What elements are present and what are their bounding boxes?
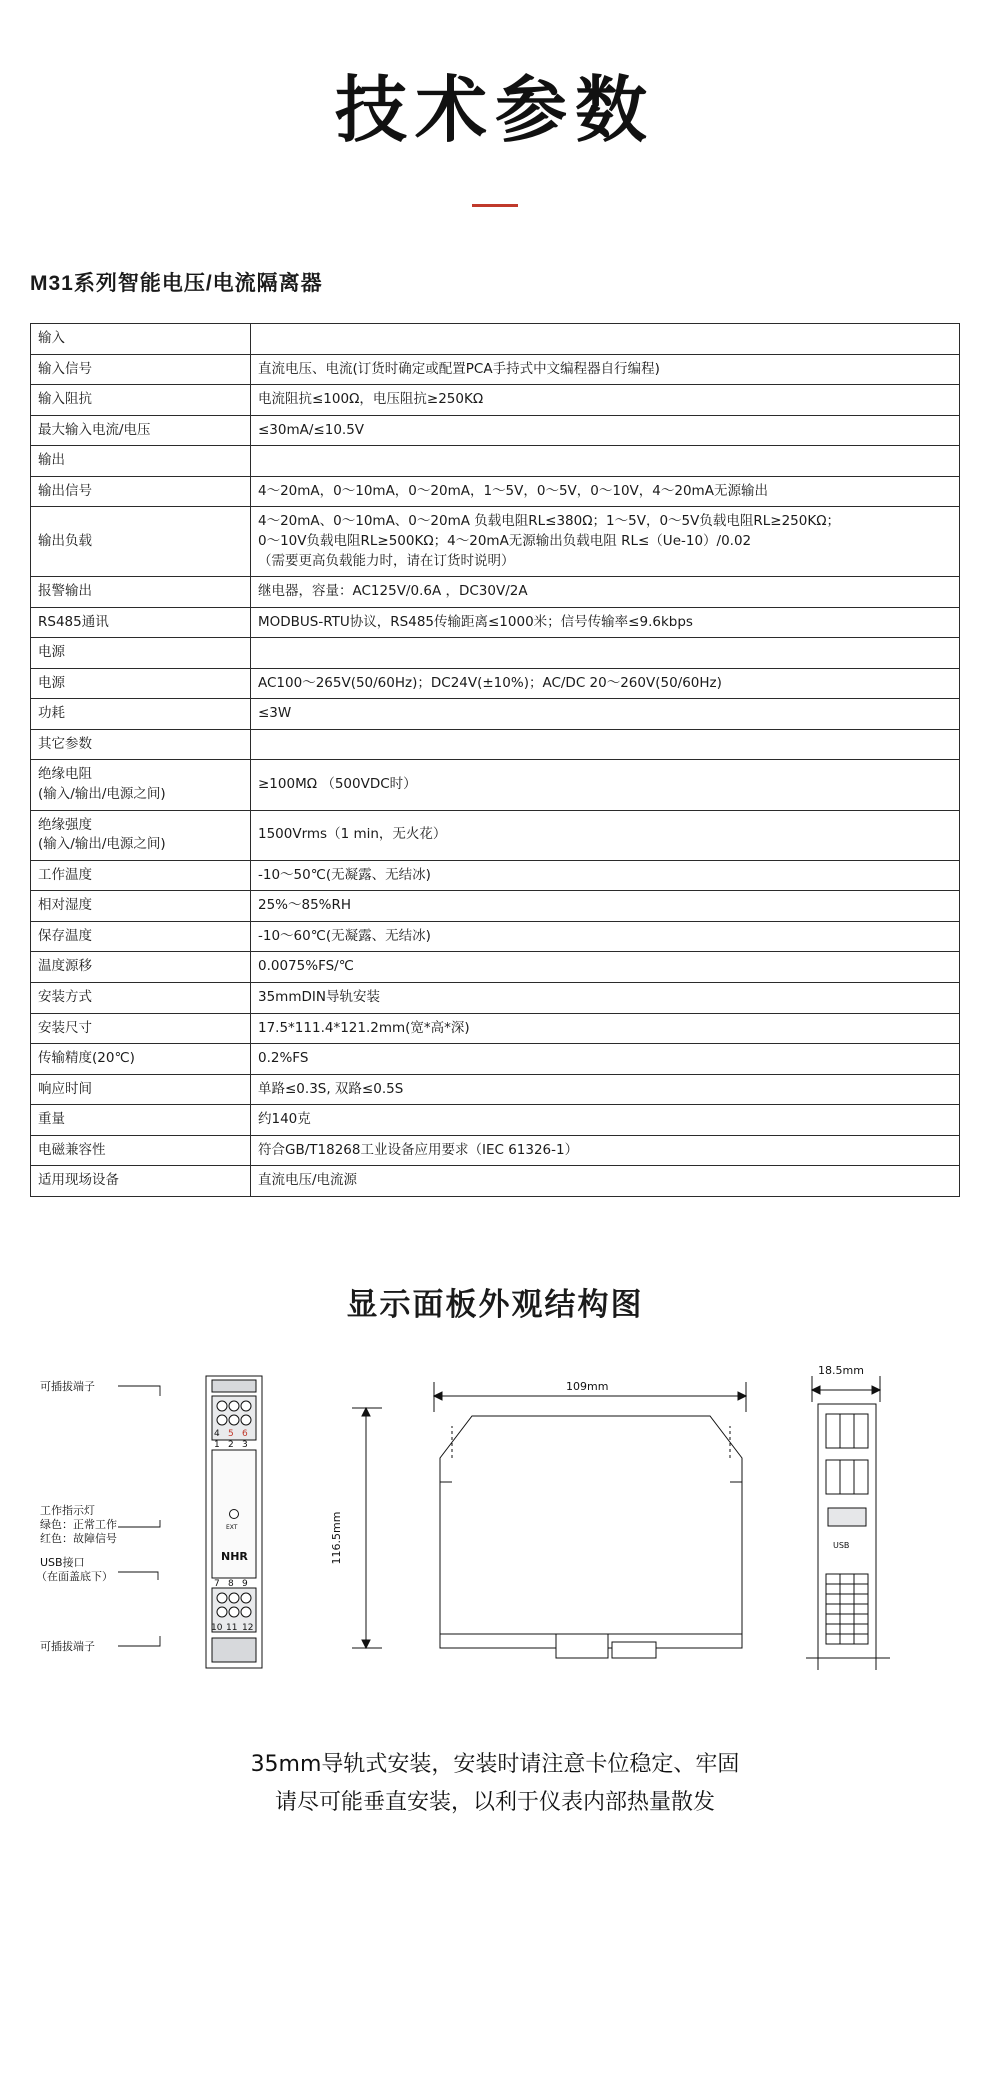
spec-label-cell: 绝缘电阻 (输入/输出/电源之间) bbox=[31, 760, 251, 810]
table-row bbox=[31, 982, 960, 1013]
table-row bbox=[31, 729, 960, 760]
table-row bbox=[31, 668, 960, 699]
spec-label-cell: 输出信号 bbox=[31, 476, 251, 507]
spec-value-cell: ≤30mA/≤10.5V bbox=[251, 415, 960, 446]
installation-note-line2: 请尽可能垂直安装，以利于仪表内部热量散发 bbox=[274, 1790, 715, 1816]
spec-value-cell bbox=[251, 446, 960, 477]
title-divider bbox=[472, 204, 518, 207]
spec-label-cell: 输入 bbox=[31, 324, 251, 355]
dimension-height: 116.5mm bbox=[330, 1511, 343, 1565]
spec-label-cell: 输入阻抗 bbox=[31, 385, 251, 416]
spec-value-cell: 0.2%FS bbox=[251, 1044, 960, 1075]
dimension-width: 109mm bbox=[566, 1379, 609, 1393]
spec-label-cell: 绝缘强度 (输入/输出/电源之间) bbox=[31, 810, 251, 860]
spec-label-cell: 相对湿度 bbox=[31, 891, 251, 922]
table-row bbox=[31, 810, 960, 860]
spec-value-cell: 25%～85%RH bbox=[251, 891, 960, 922]
spec-value-cell: 35mmDIN导轨安装 bbox=[251, 982, 960, 1013]
spec-label-cell: 电源 bbox=[31, 668, 251, 699]
table-row bbox=[31, 607, 960, 638]
terminal-number-9: 9 bbox=[242, 1578, 248, 1589]
spec-label-cell: 输入信号 bbox=[31, 354, 251, 385]
table-row bbox=[31, 354, 960, 385]
table-row bbox=[31, 1013, 960, 1044]
table-row bbox=[31, 891, 960, 922]
panel-section-heading: 显示面板外观结构图 bbox=[346, 1286, 644, 1323]
terminal-number-6: 6 bbox=[242, 1428, 248, 1439]
table-row bbox=[31, 1105, 960, 1136]
spec-label-cell: 重量 bbox=[31, 1105, 251, 1136]
terminal-number-12: 12 bbox=[242, 1622, 254, 1633]
table-row bbox=[31, 476, 960, 507]
spec-label-cell: 安装方式 bbox=[31, 982, 251, 1013]
spec-label-cell: 传输精度(20℃) bbox=[31, 1044, 251, 1075]
spec-label-cell: 适用现场设备 bbox=[31, 1166, 251, 1197]
spec-value-cell: 1500Vrms（1 min，无火花） bbox=[251, 810, 960, 860]
table-row bbox=[31, 952, 960, 983]
table-row bbox=[31, 1074, 960, 1105]
usb-port-label: USB bbox=[833, 1540, 850, 1550]
table-row bbox=[31, 638, 960, 669]
callout-usb-line2: （在面盖底下） bbox=[36, 1569, 113, 1583]
product-name: M31系列智能电压/电流隔离器 bbox=[30, 272, 323, 295]
callout-usb-line1: USB接口 bbox=[40, 1555, 85, 1569]
terminal-number-8: 8 bbox=[228, 1578, 234, 1589]
callout-top-terminal: 可插拔端子 bbox=[40, 1379, 95, 1393]
spec-value-cell: MODBUS-RTU协议，RS485传输距离≤1000米；信号传输率≤9.6kbps bbox=[251, 607, 960, 638]
table-row bbox=[31, 760, 960, 810]
spec-value-cell: 单路≤0.3S, 双路≤0.5S bbox=[251, 1074, 960, 1105]
spec-value-cell: ≤3W bbox=[251, 699, 960, 730]
installation-notes bbox=[0, 1746, 990, 1869]
spec-label-cell: 响应时间 bbox=[31, 1074, 251, 1105]
panel-structure-diagram bbox=[0, 1362, 990, 1692]
table-row bbox=[31, 415, 960, 446]
page-title: 技术参数 bbox=[334, 68, 655, 152]
spec-value-cell: 符合GB/T18268工业设备应用要求（IEC 61326-1） bbox=[251, 1135, 960, 1166]
terminal-number-7: 7 bbox=[214, 1578, 220, 1589]
spec-label-cell: 温度源移 bbox=[31, 952, 251, 983]
spec-value-cell: -10～50℃(无凝露、无结冰) bbox=[251, 860, 960, 891]
terminal-number-11: 11 bbox=[226, 1622, 238, 1633]
table-row bbox=[31, 860, 960, 891]
table-row bbox=[31, 324, 960, 355]
spec-label-cell: 安装尺寸 bbox=[31, 1013, 251, 1044]
terminal-number-3: 3 bbox=[242, 1439, 248, 1450]
dimension-depth: 18.5mm bbox=[818, 1363, 864, 1377]
table-row bbox=[31, 699, 960, 730]
table-row bbox=[31, 1166, 960, 1197]
terminal-number-4: 4 bbox=[214, 1428, 220, 1439]
callout-bottom-terminal: 可插拔端子 bbox=[40, 1639, 95, 1653]
terminal-number-1: 1 bbox=[214, 1439, 220, 1450]
table-row bbox=[31, 577, 960, 608]
table-row bbox=[31, 446, 960, 477]
callout-indicator-line3: 红色：故障信号 bbox=[40, 1531, 117, 1545]
spec-label-cell: 保存温度 bbox=[31, 921, 251, 952]
spec-value-cell: AC100～265V(50/60Hz)；DC24V(±10%)；AC/DC 20～260V(50/60Hz) bbox=[251, 668, 960, 699]
terminal-number-2: 2 bbox=[228, 1439, 234, 1450]
spec-label-cell: 功耗 bbox=[31, 699, 251, 730]
spec-value-cell: 约140克 bbox=[251, 1105, 960, 1136]
table-row bbox=[31, 921, 960, 952]
installation-note-line1: 35mm导轨式安装，安装时请注意卡位稳定、牢固 bbox=[250, 1751, 740, 1777]
spec-value-cell: 直流电压/电流源 bbox=[251, 1166, 960, 1197]
spec-label-cell: 其它参数 bbox=[31, 729, 251, 760]
callout-indicator-line2: 绿色：正常工作 bbox=[40, 1517, 117, 1531]
spec-value-cell: -10～60℃(无凝露、无结冰) bbox=[251, 921, 960, 952]
terminal-number-5: 5 bbox=[228, 1428, 234, 1439]
spec-label-cell: 报警输出 bbox=[31, 577, 251, 608]
spec-label-cell: 输出 bbox=[31, 446, 251, 477]
spec-value-cell: 直流电压、电流(订货时确定或配置PCA手持式中文编程器自行编程) bbox=[251, 354, 960, 385]
ext-label: EXT bbox=[226, 1523, 238, 1531]
brand-label: NHR bbox=[221, 1549, 248, 1563]
spec-label-cell: 输出负载 bbox=[31, 507, 251, 577]
spec-value-cell: 继电器，容量：AC125V/0.6A ，DC30V/2A bbox=[251, 577, 960, 608]
table-row bbox=[31, 385, 960, 416]
spec-value-cell: ≥100MΩ （500VDC时） bbox=[251, 760, 960, 810]
spec-value-cell: 4～20mA，0～10mA，0～20mA，1～5V，0～5V，0～10V，4～20mA无源输出 bbox=[251, 476, 960, 507]
table-row bbox=[31, 1135, 960, 1166]
spec-value-cell bbox=[251, 638, 960, 669]
spec-value-cell bbox=[251, 324, 960, 355]
terminal-number-10: 10 bbox=[211, 1622, 223, 1633]
spec-value-cell: 电流阻抗≤100Ω，电压阻抗≥250KΩ bbox=[251, 385, 960, 416]
spec-value-cell: 17.5*111.4*121.2mm(宽*高*深) bbox=[251, 1013, 960, 1044]
spec-label-cell: RS485通讯 bbox=[31, 607, 251, 638]
table-row bbox=[31, 507, 960, 577]
spec-label-cell: 电磁兼容性 bbox=[31, 1135, 251, 1166]
spec-label-cell: 电源 bbox=[31, 638, 251, 669]
spec-label-cell: 工作温度 bbox=[31, 860, 251, 891]
spec-table-wrap bbox=[30, 323, 960, 1197]
table-row bbox=[31, 1044, 960, 1075]
spec-label-cell: 最大输入电流/电压 bbox=[31, 415, 251, 446]
callout-indicator-line1: 工作指示灯 bbox=[40, 1503, 95, 1517]
specifications-table bbox=[30, 323, 960, 1197]
spec-value-cell: 0.0075%FS/℃ bbox=[251, 952, 960, 983]
spec-value-cell: 4～20mA、0～10mA、0～20mA 负载电阻RL≤380Ω；1～5V，0～5V负载电阻RL≥250KΩ； 0～10V负载电阻RL≥500KΩ；4～20mA无源输出负载电阻 RL≤（Ue-10）/0.02 （需要更高负载能力时，请在订货时说明） bbox=[251, 507, 960, 577]
spec-value-cell bbox=[251, 729, 960, 760]
